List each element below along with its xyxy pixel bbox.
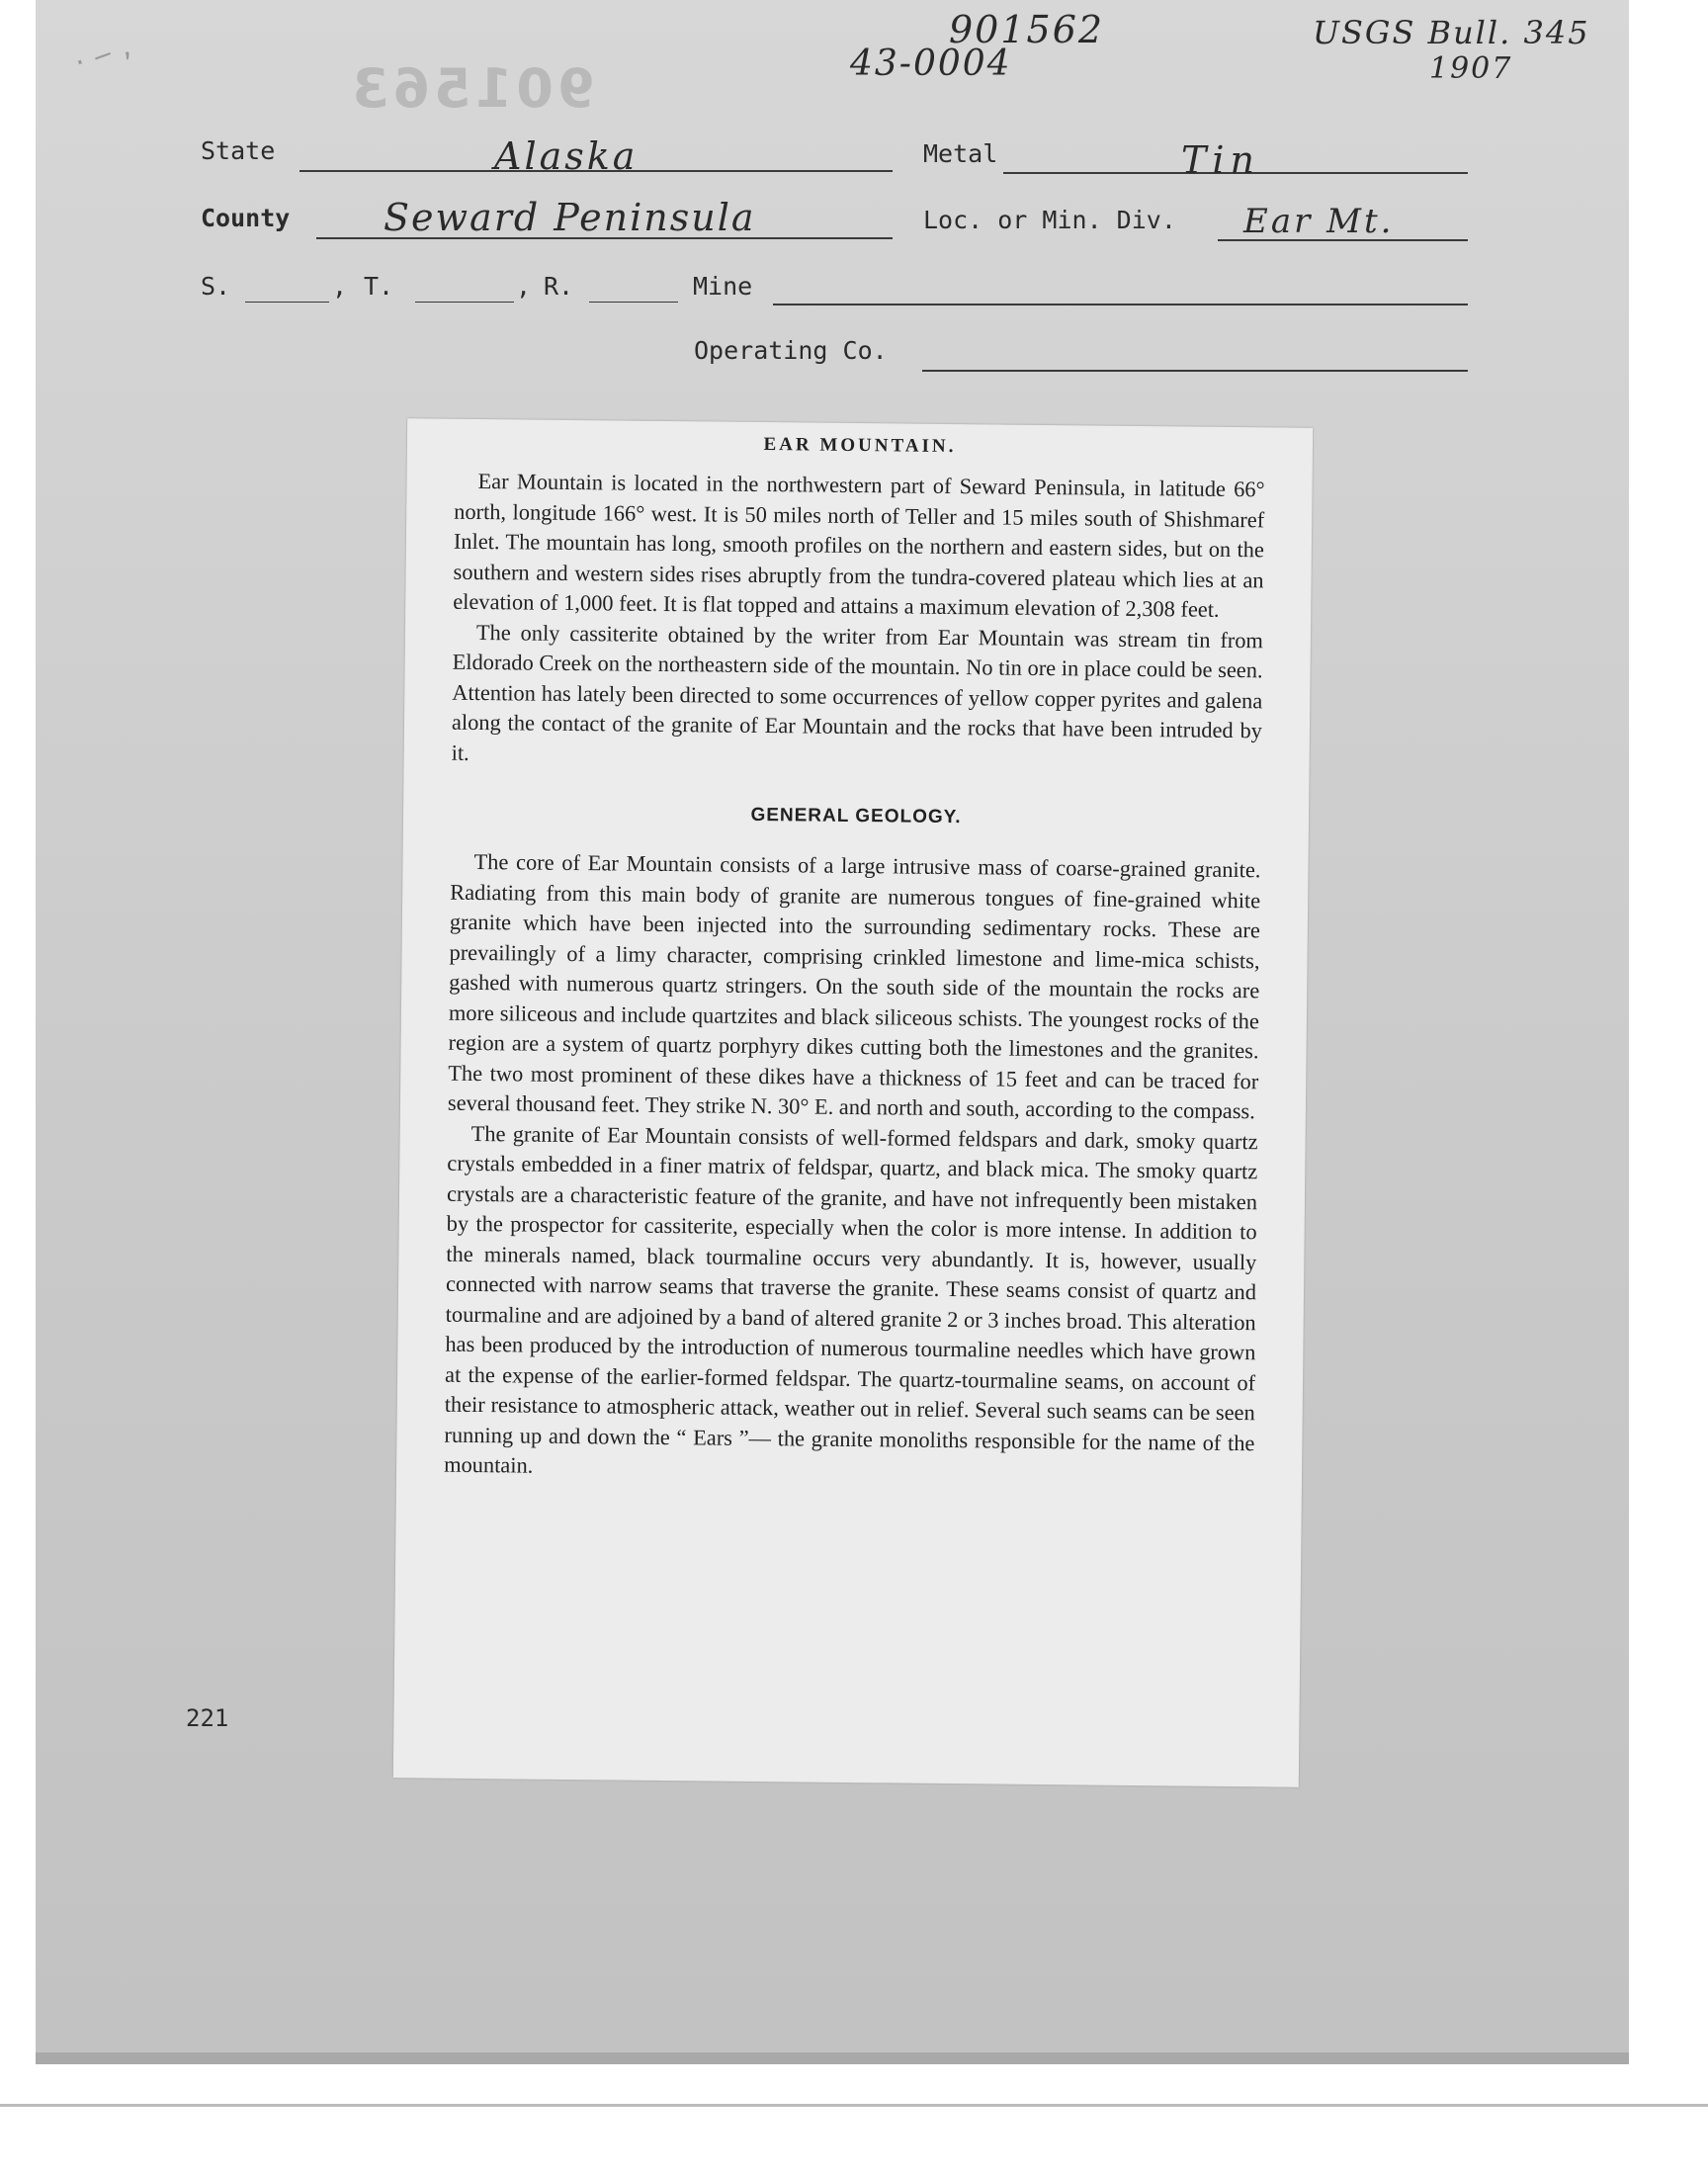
clipping-title: EAR MOUNTAIN. xyxy=(763,434,957,458)
operating-co-line xyxy=(922,370,1468,372)
state-label: State xyxy=(201,136,276,165)
bulletin-clipping xyxy=(393,418,1313,1787)
section-label: S. xyxy=(201,272,231,301)
clipping-paragraph-3: The core of Ear Mountain consists of a large intrusive mass of coarse-grained granite. Radiating from this main body of granite are numerous tongues of fine-grained white granite which have been injected into the surrounding sedimentary rocks. These are prevailingly of a limy character, comprising crinkled limestone and lime-mica schists, gashed with numerous quartz stringers. On the south side of the mountain the rocks are more siliceous and include quartzites and black siliceous schists. The youngest rocks of the region are a system of quartz porphyry dikes cutting both the limestones and the granites. The two most prominent of these dikes have a thickness of 15 feet and can be traced for several thousand feet. They strike N. 30° E. and north and south, according to the compass. xyxy=(447,848,1261,1124)
source-line-2: 1907 xyxy=(1429,51,1513,86)
doc-number-top: 901562 xyxy=(949,8,1105,51)
township-label: T. xyxy=(364,272,394,301)
loc-value: Ear Mt. xyxy=(1243,202,1395,241)
ghost-stamp-number: 901563 xyxy=(348,57,595,120)
comma-1: , xyxy=(332,272,348,301)
doc-number-lower: 43-0004 xyxy=(850,44,1012,84)
county-label: County xyxy=(201,204,291,232)
source-line-1: USGS Bull. 345 xyxy=(1313,14,1590,51)
loc-label: Loc. or Min. Div. xyxy=(923,206,1176,234)
range-label: R. xyxy=(544,272,574,301)
clipping-paragraph-2: The only cassiterite obtained by the writer from Ear Mountain was stream tin from Eldorado Creek on the northeastern side of the mountain. No tin ore in place could be seen. Attention has lately been directed to some occurrences of yellow copper pyrites and galena along the contact of the granite of Ear Mountain and the rocks that have been intruded by it. xyxy=(451,619,1264,765)
clipping-paragraph-1: Ear Mountain is located in the northwestern part of Seward Peninsula, in latitude 66° north, longitude 166° west. It is 50 miles north of Teller and 15 miles south of Shishmaref Inlet. The mountain has long, smooth profiles on the northern and eastern sides, but on the southern and western sides rises abruptly from the tundra-covered plateau which lies at an elevation of 1,000 feet. It is flat topped and attains a maximum elevation of 2,308 feet. xyxy=(453,468,1265,622)
county-value: Seward Peninsula xyxy=(384,196,756,239)
clipping-heading-general-geology: GENERAL GEOLOGY. xyxy=(750,804,962,828)
township-line xyxy=(415,302,514,303)
comma-2: , xyxy=(516,272,532,301)
section-line xyxy=(245,302,329,303)
mine-label: Mine xyxy=(693,272,753,301)
operating-co-label: Operating Co. xyxy=(694,336,888,365)
scratch-mark: · ‒ , xyxy=(69,29,135,81)
mine-line xyxy=(773,304,1468,305)
state-value: Alaska xyxy=(494,134,639,178)
range-line xyxy=(589,302,678,303)
sheet-shadow xyxy=(36,2052,1629,2064)
page-number: 221 xyxy=(186,1704,229,1732)
metal-label: Metal xyxy=(923,139,998,168)
bottom-rule xyxy=(0,2104,1708,2107)
clipping-paragraph-4: The granite of Ear Mountain consists of well-formed feldspars and dark, smoky quartz crystals embedded in a finer matrix of feldspar, quartz, and black mica. The smoky quartz crystals are a characteristic feature of the granite, and have not infrequently been mistaken by the prospector for cassiterite, especially when the color is more intense. In addition to the minerals named, black tourmaline occurs very abundantly. It is, however, usually connected with narrow seams that traverse the granite. These seams consist of quartz and tourmaline and are adjoined by a band of altered granite 2 or 3 inches broad. This alteration has been produced by the introduction of numerous tourmaline needles which have grown at the expense of the earlier-formed feldspar. The quartz-tourmaline seams, on account of their resistance to atmospheric attack, weather out in relief. Several such seams can be seen running up and down the “ Ears ”— the granite monoliths responsible for the name of the mountain. xyxy=(444,1120,1258,1478)
metal-value: Tin xyxy=(1181,138,1260,182)
